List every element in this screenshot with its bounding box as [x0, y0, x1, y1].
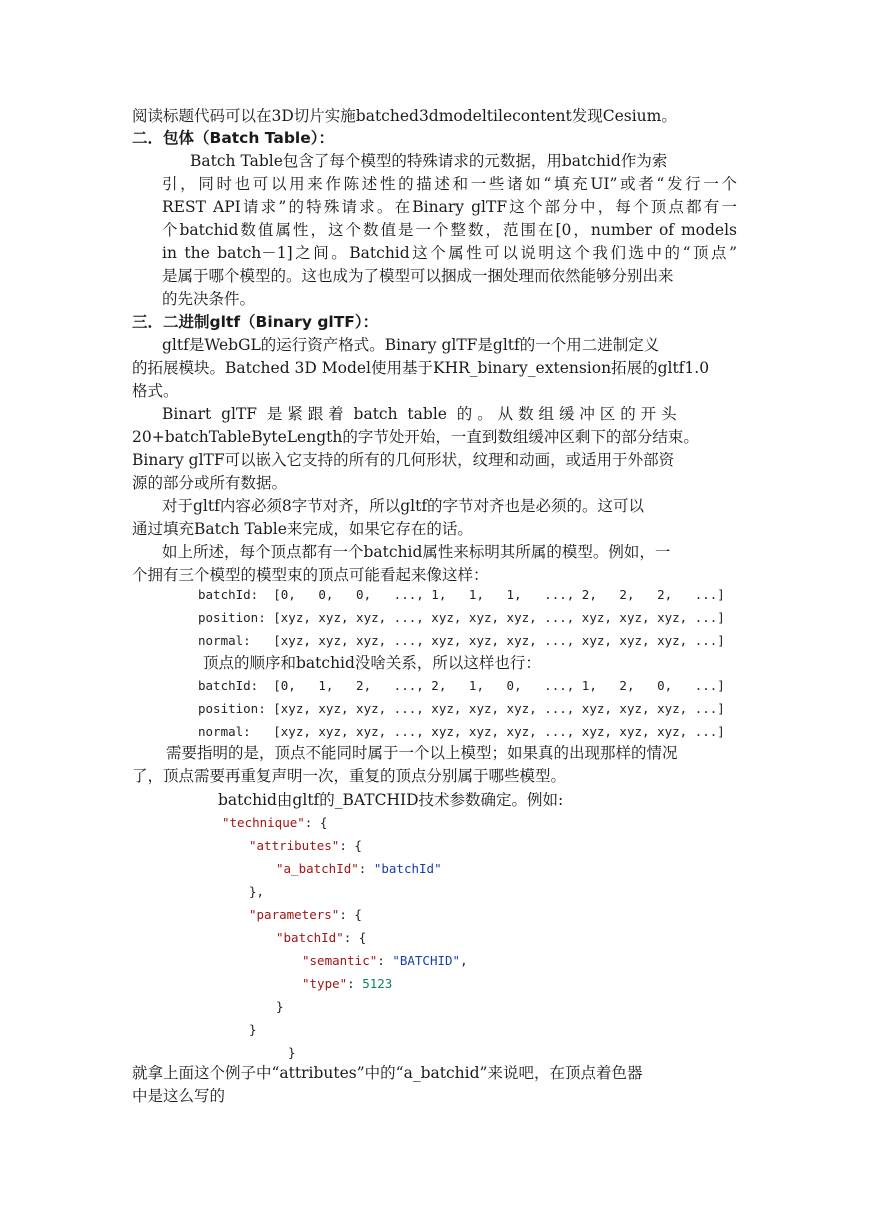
- paragraph-line: 是属于哪个模型的。这也成为了模型可以捆成一捆处理而依然能够分别出来: [162, 267, 674, 285]
- json-number: 5123: [362, 976, 393, 991]
- paragraph-line: 对于gltf内容必须8字节对齐，所以gltf的字节对齐也是必须的。这可以: [162, 497, 645, 515]
- paragraph-line: 格式。: [132, 382, 179, 400]
- code-line: batchId: [0, 1, 2, ..., 2, 1, 0, ..., 1, 2, 0, ...]: [198, 678, 725, 693]
- paragraph-line: Binart glTF 是 紧 跟 着 batch table 的 。 从 数 组 缓 冲 区 的 开 头: [162, 405, 677, 423]
- paragraph-line: 就拿上面这个例子中“attributes”中的“a_batchid”来说吧，在顶点着色器: [132, 1064, 643, 1082]
- intro-line: 阅读标题代码可以在3D切片实施batched3dmodeltilecontent发现Cesium。: [132, 107, 677, 125]
- paragraph-line: 的拓展模块。Batched 3D Model使用基于KHR_binary_extension拓展的gltf1.0: [132, 359, 710, 377]
- json-key: "a_batchId": [276, 861, 359, 876]
- paragraph-line: 引，同时也可以用来作陈述性的描述和一些诸如“填充UI”或者“发行一个: [162, 175, 737, 193]
- paragraph-line: 了，顶点需要再重复声明一次，重复的顶点分别属于哪些模型。: [132, 767, 567, 785]
- json-line: "parameters": {: [249, 907, 362, 922]
- code-line: normal: [xyz, xyz, xyz, ..., xyz, xyz, xyz, ..., xyz, xyz, xyz, ...]: [198, 724, 725, 739]
- json-line: }: [276, 999, 284, 1014]
- json-key: "batchId": [276, 930, 344, 945]
- json-string: "batchId": [373, 861, 442, 876]
- paragraph-line: 需要指明的是，顶点不能同时属于一个以上模型；如果真的出现那样的情况: [166, 744, 678, 762]
- paragraph-line: 通过填充Batch Table来完成，如果它存在的话。: [132, 520, 473, 538]
- json-line: "type": 5123: [302, 976, 393, 991]
- paragraph-line: in the batch－1]之间。Batchid这个属性可以说明这个我们选中的“顶点”: [162, 244, 737, 262]
- paragraph-line: 个batchid数值属性，这个数值是一个整数，范围在[0，number of models: [162, 221, 737, 239]
- json-line: "a_batchId": "batchId": [276, 861, 442, 876]
- paragraph-line: 个拥有三个模型的模型束的顶点可能看起来像这样：: [132, 566, 489, 584]
- code-line: position: [xyz, xyz, xyz, ..., xyz, xyz, xyz, ..., xyz, xyz, xyz, ...]: [198, 610, 725, 625]
- json-line: "semantic": "BATCHID",: [302, 953, 468, 968]
- json-key: "semantic": [302, 953, 378, 968]
- paragraph-line: 源的部分或所有数据。: [132, 474, 288, 492]
- json-line: "attributes": {: [249, 838, 362, 853]
- json-key: "parameters": [249, 907, 340, 922]
- section-heading-binary-gltf: 三．二进制gltf（Binary glTF）：: [132, 313, 379, 331]
- paragraph-line: 顶点的顺序和batchid没啥关系，所以这样也行：: [203, 654, 541, 672]
- json-line: }: [249, 1022, 257, 1037]
- json-line: }: [288, 1045, 296, 1060]
- json-string: "BATCHID": [392, 953, 461, 968]
- json-line: "technique": {: [222, 815, 328, 830]
- paragraph-line: 的先决条件。: [162, 290, 256, 308]
- json-line: },: [249, 884, 265, 899]
- json-line: "batchId": {: [276, 930, 367, 945]
- paragraph-line: Batch Table包含了每个模型的特殊请求的元数据，用batchid作为索: [190, 152, 668, 170]
- paragraph-line: REST API请求”的特殊请求。在Binary glTF这个部分中，每个顶点都有一: [162, 198, 737, 216]
- json-key: "technique": [222, 815, 305, 830]
- paragraph-line: gltf是WebGL的运行资产格式。Binary glTF是gltf的一个用二进制定义: [162, 336, 660, 354]
- paragraph-line: 20+batchTableByteLength的字节处开始，一直到数组缓冲区剩下的部分结束。: [132, 428, 699, 446]
- json-key: "type": [302, 976, 348, 991]
- json-key: "attributes": [249, 838, 340, 853]
- paragraph-line: batchid由gltf的_BATCHID技术参数确定。例如:: [218, 791, 564, 809]
- paragraph-line: 如上所述，每个顶点都有一个batchid属性来标明其所属的模型。例如，一: [162, 543, 671, 561]
- section-heading-batch-table: 二．包体（Batch Table）：: [132, 129, 335, 147]
- code-line: normal: [xyz, xyz, xyz, ..., xyz, xyz, xyz, ..., xyz, xyz, xyz, ...]: [198, 633, 725, 648]
- code-line: position: [xyz, xyz, xyz, ..., xyz, xyz, xyz, ..., xyz, xyz, xyz, ...]: [198, 701, 725, 716]
- paragraph-line: Binary glTF可以嵌入它支持的所有的几何形状，纹理和动画，或适用于外部资: [132, 451, 675, 469]
- paragraph-line: 中是这么写的: [132, 1087, 226, 1105]
- code-line: batchId: [0, 0, 0, ..., 1, 1, 1, ..., 2, 2, 2, ...]: [198, 587, 725, 602]
